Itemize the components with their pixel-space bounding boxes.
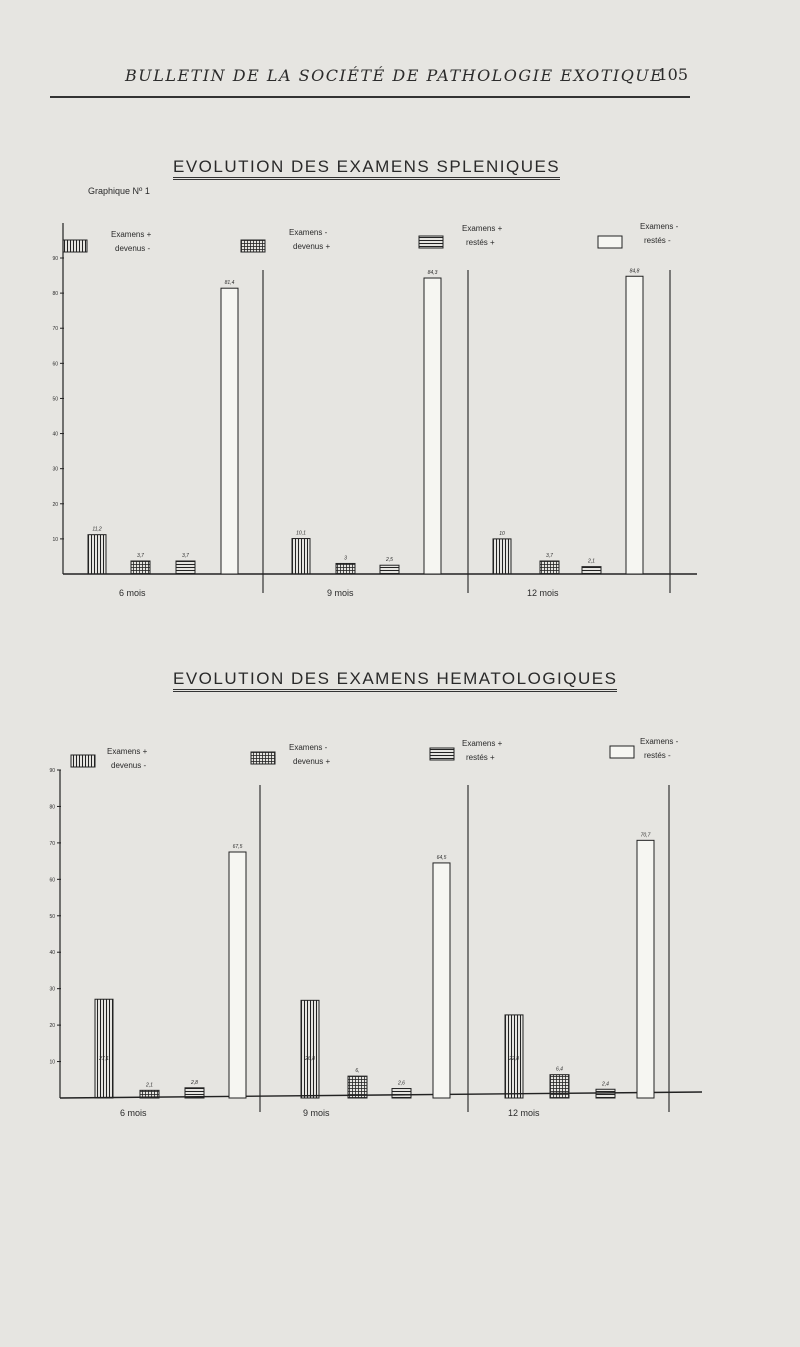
splenic-chart <box>0 215 800 605</box>
bar-horizontal <box>582 567 601 574</box>
chart-title-splenic: EVOLUTION DES EXAMENS SPLENIQUES <box>173 157 560 180</box>
legend-text: Examens + <box>111 230 152 239</box>
y-tick-label: 60 <box>49 877 55 884</box>
bar-value-label: 3,7 <box>546 553 553 560</box>
bar-value-label: 2,1 <box>146 1082 153 1089</box>
y-tick-label: 10 <box>52 536 58 543</box>
legend-text: Examens - <box>289 743 328 752</box>
legend-text: devenus + <box>293 757 331 766</box>
y-tick-label: 40 <box>52 431 58 438</box>
bar-value-label: 2,5 <box>386 557 393 564</box>
legend-swatch-grid <box>241 240 265 252</box>
bar-value-label: 26,8 <box>305 1056 315 1062</box>
bar-value-label: 84,3 <box>427 270 438 277</box>
bar-value-label: 84,8 <box>629 268 640 275</box>
bar-value-label: 10 <box>499 530 505 537</box>
bar-value-label: 2,1 <box>588 558 595 565</box>
legend-text: Examens - <box>640 222 679 231</box>
bar-value-label: 2,8 <box>191 1079 198 1086</box>
bar-blank <box>424 278 441 574</box>
bar-grid <box>540 561 559 574</box>
chart-title-hematologic: EVOLUTION DES EXAMENS HEMATOLOGIQUES <box>173 669 617 692</box>
legend-swatch-grid <box>251 752 275 764</box>
y-tick-label: 90 <box>52 256 58 262</box>
bar-value-label: 70,7 <box>640 832 651 839</box>
bar-blank <box>637 840 654 1098</box>
journal-title: BULLETIN DE LA SOCIÉTÉ DE PATHOLOGIE EXOTIQUE <box>125 66 664 85</box>
y-tick-label: 80 <box>49 804 55 811</box>
y-tick-label: 80 <box>52 291 58 298</box>
legend-text: Examens - <box>289 228 328 237</box>
legend-text: Examens + <box>462 739 503 748</box>
legend-text: restés + <box>466 238 495 247</box>
legend-text: devenus + <box>293 242 331 251</box>
bar-value-label: 27,1 <box>99 1056 109 1062</box>
bar-value-label: 81,4 <box>224 280 235 287</box>
bar-horizontal <box>380 565 399 574</box>
bar-blank <box>229 852 246 1098</box>
bar-value-label: 3,7 <box>182 553 189 560</box>
page-header <box>50 62 690 98</box>
bar-horizontal <box>176 561 195 574</box>
bar-value-label: 6,4 <box>556 1066 563 1073</box>
legend-text: restés - <box>644 751 671 760</box>
legend-swatch-horizontal <box>419 236 443 248</box>
bar-horizontal <box>392 1089 411 1098</box>
bar-vertical <box>292 539 310 574</box>
bar-horizontal <box>185 1088 204 1098</box>
legend-text: restés - <box>644 236 671 245</box>
legend-text: Examens + <box>107 747 148 756</box>
y-tick-label: 40 <box>49 950 55 957</box>
y-tick-label: 60 <box>52 361 58 368</box>
legend-text: devenus - <box>115 244 151 253</box>
bar-value-label: 2,4 <box>602 1081 609 1088</box>
bar-blank <box>433 863 450 1098</box>
category-label: 9 mois <box>327 588 354 598</box>
bar-value-label: 10,1 <box>296 530 306 537</box>
legend-swatch-horizontal <box>430 748 454 760</box>
bar-value-label: 3 <box>344 555 347 562</box>
bar-value-label: 2,6 <box>398 1080 405 1087</box>
y-tick-label: 50 <box>52 396 58 403</box>
category-label: 9 mois <box>303 1108 330 1118</box>
bar-blank <box>221 288 238 574</box>
bar-grid <box>348 1076 367 1098</box>
graph-label: Graphique Nº 1 <box>88 186 150 196</box>
legend-text: devenus - <box>111 761 147 770</box>
category-label: 12 mois <box>527 588 559 598</box>
bar-grid <box>131 561 150 574</box>
legend-text: Examens - <box>640 737 679 746</box>
bar-horizontal <box>596 1089 615 1098</box>
legend-swatch-blank <box>598 236 622 248</box>
bar-vertical <box>301 1000 319 1098</box>
bar-value-label: 64,5 <box>436 854 447 861</box>
bar-grid <box>140 1090 159 1098</box>
legend-text: Examens + <box>462 224 503 233</box>
category-label: 12 mois <box>508 1108 540 1118</box>
hematologic-chart <box>0 730 800 1130</box>
y-tick-label: 20 <box>49 1023 55 1030</box>
category-label: 6 mois <box>120 1108 147 1118</box>
y-tick-label: 50 <box>49 913 55 920</box>
y-tick-label: 20 <box>52 501 58 508</box>
bar-blank <box>626 276 643 574</box>
bar-value-label: 3,7 <box>137 553 144 560</box>
bar-value-label: 67,5 <box>232 844 243 850</box>
bar-value-label: 11,2 <box>92 526 102 533</box>
y-tick-label: 70 <box>52 326 58 333</box>
y-tick-label: 90 <box>49 768 55 774</box>
category-label: 6 mois <box>119 588 146 598</box>
y-tick-label: 30 <box>52 466 58 473</box>
y-tick-label: 70 <box>49 840 55 847</box>
bar-vertical <box>88 535 106 574</box>
bar-vertical <box>95 999 113 1098</box>
legend-swatch-vertical <box>71 755 95 767</box>
legend-swatch-vertical <box>63 240 87 252</box>
y-tick-label: 30 <box>49 986 55 993</box>
bar-vertical <box>493 539 511 574</box>
bar-grid <box>550 1075 569 1098</box>
bar-value-label: 22,8 <box>509 1056 519 1062</box>
page-number: 105 <box>657 65 688 84</box>
legend-text: restés + <box>466 753 495 762</box>
y-tick-label: 10 <box>49 1059 55 1066</box>
legend-swatch-blank <box>610 746 634 758</box>
bar-value-label: 6, <box>355 1068 360 1075</box>
bar-grid <box>336 563 355 574</box>
